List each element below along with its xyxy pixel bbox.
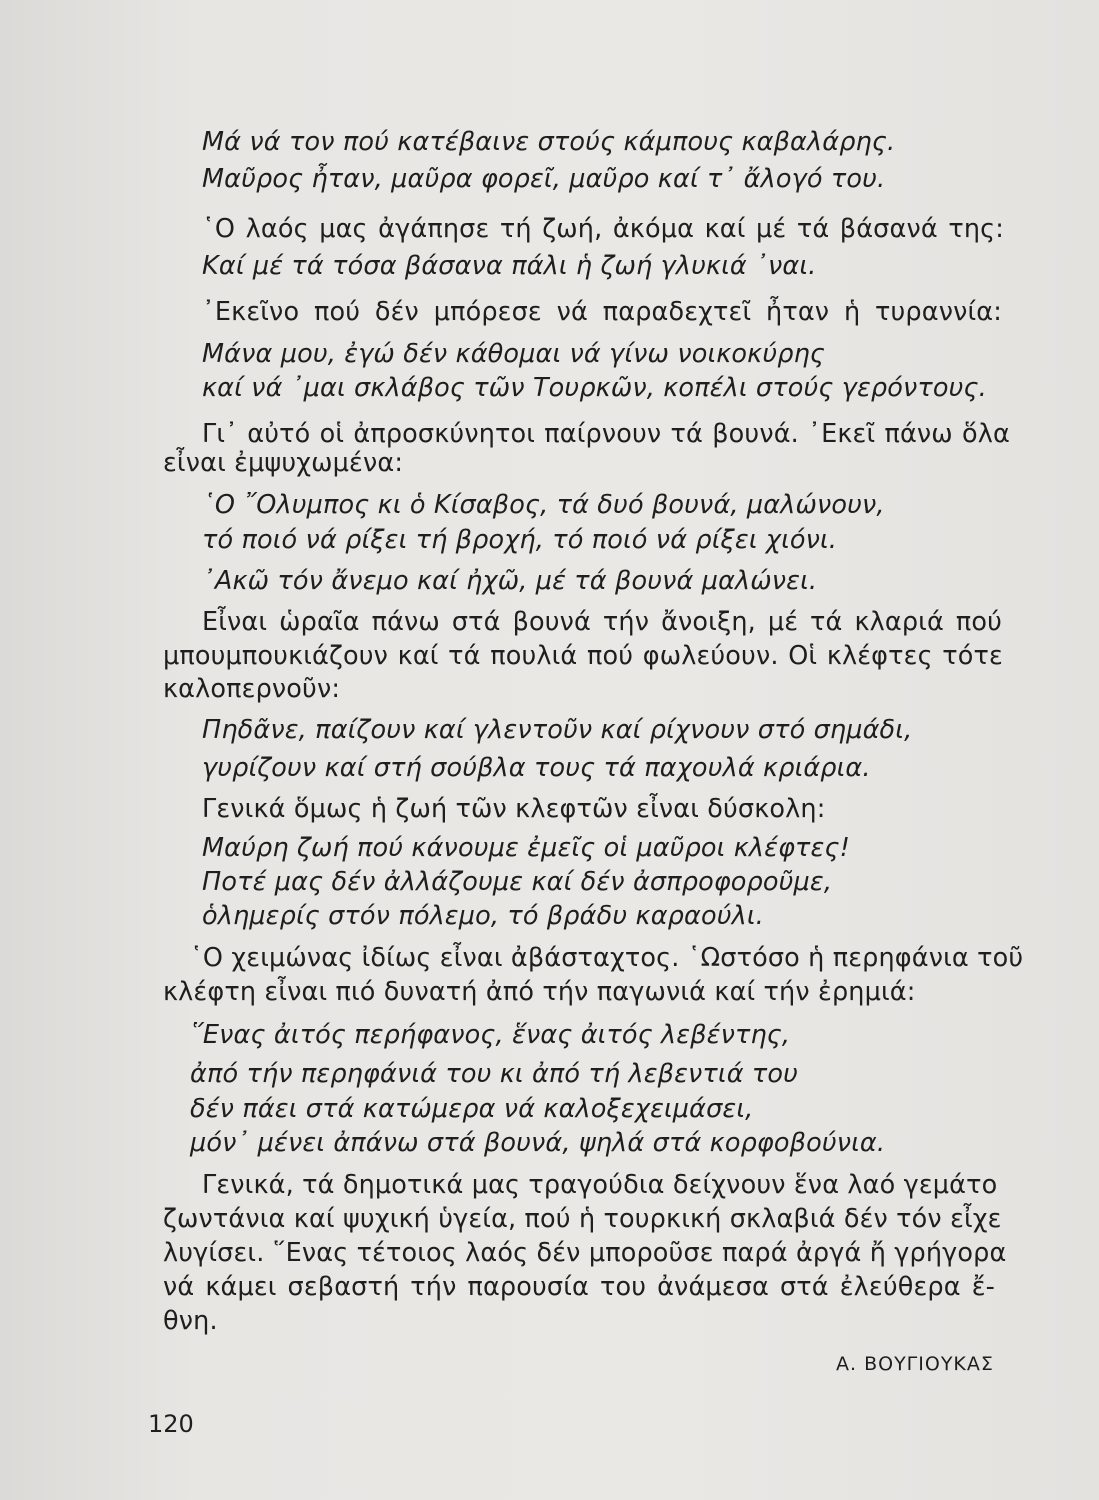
verse-line: ὁλημερίς στόν πόλεμο, τό βράδυ καραούλι. xyxy=(202,901,764,931)
prose-line: καλοπερνοῦν: xyxy=(163,674,341,704)
prose-line: ῾Ο λαός μας ἀγάπησε τή ζωή, ἀκόμα καί μέ τά βάσανά της: xyxy=(202,214,1004,244)
prose-line: κλέφτη εἶναι πιό δυνατή ἀπό τήν παγωνιά καί τήν ἐρημιά: xyxy=(163,977,916,1007)
verse-line: μόν᾽ μένει ἀπάνω στά βουνά, ψηλά στά κορφοβούνια. xyxy=(190,1128,886,1158)
verse-line: Μαύρη ζωή πού κάνουμε ἐμεῖς οἱ μαῦροι κλέφτες! xyxy=(202,833,850,863)
prose-line: εἶναι ἐμψυχωμένα: xyxy=(163,448,404,478)
verse-line: Μάνα μου, ἐγώ δέν κάθομαι νά γίνω νοικοκύρης xyxy=(202,339,826,369)
prose-line: Εἶναι ὡραῖα πάνω στά βουνά τήν ἄνοιξη, μέ τά κλαριά πού xyxy=(202,607,1002,637)
prose-line: μπουμπουκιάζουν καί τά πουλιά πού φωλεύουν. Οἱ κλέφτες τότε xyxy=(163,641,1003,671)
verse-line: Μαῦρος ἦταν, μαῦρα φορεῖ, μαῦρο καί τ᾽ ἄλογό του. xyxy=(202,164,886,194)
verse-line: ᾽Ακῶ τόν ἄνεμο καί ἠχῶ, μέ τά βουνά μαλώνει. xyxy=(202,566,818,596)
verse-line: Πηδᾶνε, παίζουν καί γλεντοῦν καί ρίχνουν στό σημάδι, xyxy=(202,715,913,745)
verse-line: Καί μέ τά τόσα βάσανα πάλι ἡ ζωή γλυκιά ᾽ναι. xyxy=(202,251,817,281)
verse-line: ῞Ενας ἀιτός περήφανος, ἕνας ἀιτός λεβέντης, xyxy=(190,1020,791,1050)
verse-line: ῾Ο ῎Ολυμπος κι ὁ Κίσαβος, τά δυό βουνά, μαλώνουν, xyxy=(202,490,885,520)
prose-line: ᾽Εκεῖνο πού δέν μπόρεσε νά παραδεχτεῖ ἦταν ἡ τυραννία: xyxy=(202,297,1002,327)
verse-line: ἀπό τήν περηφάνιά του κι ἀπό τή λεβεντιά του xyxy=(190,1059,799,1089)
page-number: 120 xyxy=(148,1410,194,1438)
verse-line: δέν πάει στά κατώμερα νά καλοξεχειμάσει, xyxy=(190,1094,754,1124)
verse-line: τό ποιό νά ρίξει τή βροχή, τό ποιό νά ρίξει χιόνι. xyxy=(202,525,838,555)
prose-line: Γενικά, τά δημοτικά μας τραγούδια δείχνουν ἕνα λαό γεμάτο xyxy=(202,1170,998,1200)
prose-line: Γι᾽ αὐτό οἱ ἀπροσκύνητοι παίρνουν τά βουνά. ᾽Εκεῖ πάνω ὅλα xyxy=(202,419,1010,449)
prose-line: λυγίσει. ῞Ενας τέτοιος λαός δέν μποροῦσε παρά ἀργά ἤ γρήγορα xyxy=(163,1238,1007,1268)
prose-line: ζωντάνια καί ψυχική ὑγεία, πού ἡ τουρκική σκλαβιά δέν τόν εἶχε xyxy=(163,1204,1002,1234)
prose-line: ῾Ο χειμώνας ἰδίως εἶναι ἀβάσταχτος. ῾Ωστόσο ἡ περηφάνια τοῦ xyxy=(190,943,1024,973)
prose-line: Γενικά ὅμως ἡ ζωή τῶν κλεφτῶν εἶναι δύσκολη: xyxy=(202,794,826,824)
verse-line: Μά νά τον πού κατέβαινε στούς κάμπους καβαλάρης. xyxy=(202,127,896,157)
verse-line: καί νά ᾽μαι σκλάβος τῶν Τουρκῶν, κοπέλι στούς γερόντους. xyxy=(202,373,987,403)
prose-line: θνη. xyxy=(163,1306,218,1336)
verse-line: γυρίζουν καί στή σούβλα τους τά παχουλά κριάρια. xyxy=(202,753,871,783)
author-signature: Α. ΒΟΥΓΙΟΥΚΑΣ xyxy=(836,1353,994,1375)
verse-line: Ποτέ μας δέν ἀλλάζουμε καί δέν ἀσπροφοροῦμε, xyxy=(202,867,833,897)
prose-line: νά κάμει σεβαστή τήν παρουσία του ἀνάμεσα στά ἐλεύθερα ἔ- xyxy=(163,1272,995,1302)
